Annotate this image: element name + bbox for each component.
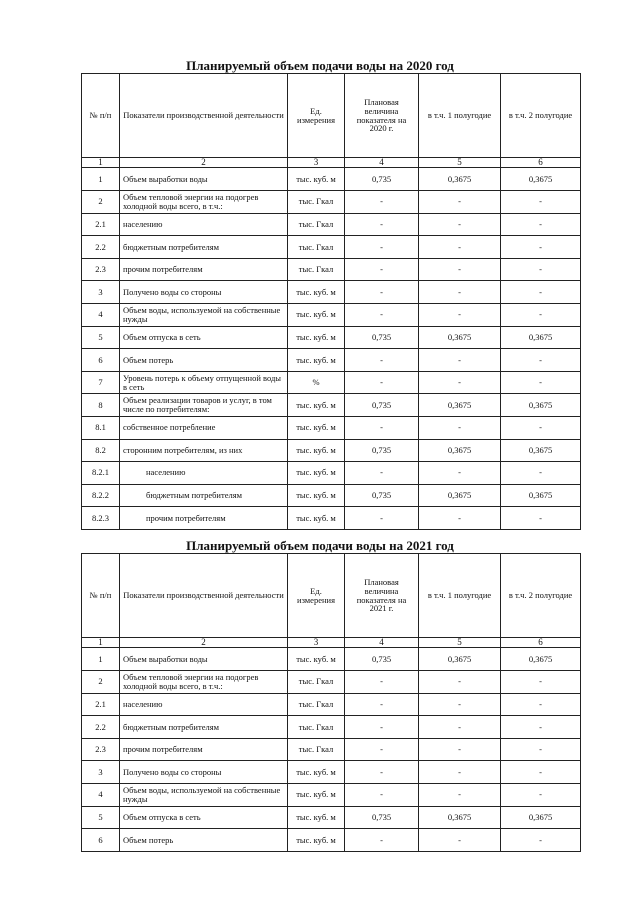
table-row [82,281,581,304]
row-plan-value: - [345,784,419,807]
header-cell: Показатели производственной деятельности [120,74,288,158]
row-h1-value: - [419,507,501,530]
row-unit: тыс. куб. м [288,761,345,784]
header-cell: в т.ч. 2 полугодие [501,74,581,158]
row-h1-value: - [419,213,501,236]
column-number: 4 [345,638,419,648]
row-number: 2.3 [82,258,120,281]
row-plan-value: 0,735 [345,394,419,417]
row-h1-value: - [419,738,501,761]
row-unit: тыс. куб. м [288,507,345,530]
table-row [82,716,581,739]
header-cell: № п/п [82,554,120,638]
table-row [82,168,581,191]
row-number: 2 [82,191,120,214]
row-h2-value: - [501,671,581,694]
row-plan-value: - [345,416,419,439]
row-h1-value: 0,3675 [419,806,501,829]
table-row [82,439,581,462]
row-h1-value: 0,3675 [419,439,501,462]
row-number: 3 [82,281,120,304]
row-indicator: Объем воды, используемой на собственные нужды [120,304,288,327]
table-header-row [82,554,581,638]
table-header-row [82,74,581,158]
row-number: 7 [82,371,120,394]
row-indicator: Объем тепловой энергии на подогрев холодной воды всего, в т.ч.: [120,671,288,694]
row-plan-value: 0,735 [345,168,419,191]
row-unit: тыс. куб. м [288,304,345,327]
row-h1-value: - [419,304,501,327]
row-unit: тыс. куб. м [288,484,345,507]
row-indicator: Объем потерь [120,349,288,372]
row-indicator: населению [120,693,288,716]
row-plan-value: - [345,349,419,372]
row-unit: % [288,371,345,394]
row-unit: тыс. куб. м [288,648,345,671]
row-h1-value: 0,3675 [419,484,501,507]
row-unit: тыс. Гкал [288,716,345,739]
row-indicator: Объем отпуска в сеть [120,326,288,349]
row-number: 3 [82,761,120,784]
row-h1-value: 0,3675 [419,326,501,349]
row-h1-value: - [419,258,501,281]
table-row [82,236,581,259]
row-plan-value: - [345,671,419,694]
row-unit: тыс. куб. м [288,168,345,191]
table-row [82,258,581,281]
row-h2-value: - [501,304,581,327]
row-h2-value: 0,3675 [501,648,581,671]
row-number: 8.2.2 [82,484,120,507]
table-row [82,738,581,761]
row-indicator: населению [120,462,288,485]
row-h1-value: - [419,191,501,214]
table-row [82,648,581,671]
row-indicator: сторонним потребителям, из них [120,439,288,462]
row-indicator: бюджетным потребителям [120,484,288,507]
table-row [82,326,581,349]
row-h1-value: - [419,716,501,739]
row-unit: тыс. Гкал [288,258,345,281]
table-2021 [81,553,581,852]
row-number: 1 [82,168,120,191]
row-number: 8.2 [82,439,120,462]
row-number: 2.2 [82,236,120,259]
column-number: 1 [82,638,120,648]
header-cell: в т.ч. 1 полугодие [419,74,501,158]
row-indicator: прочим потребителям [120,507,288,530]
row-h2-value: - [501,213,581,236]
row-h2-value: - [501,281,581,304]
row-h1-value: 0,3675 [419,394,501,417]
row-plan-value: 0,735 [345,484,419,507]
row-unit: тыс. куб. м [288,326,345,349]
row-h2-value: - [501,784,581,807]
row-indicator: прочим потребителям [120,738,288,761]
row-indicator: бюджетным потребителям [120,716,288,739]
row-h2-value: - [501,191,581,214]
table-row [82,693,581,716]
table-row [82,806,581,829]
table-row [82,761,581,784]
row-number: 2.2 [82,716,120,739]
column-number: 5 [419,638,501,648]
row-unit: тыс. Гкал [288,693,345,716]
row-indicator: Объем реализации товаров и услуг, в том числе по потребителям: [120,394,288,417]
row-h2-value: - [501,761,581,784]
table-row [82,349,581,372]
row-h2-value: 0,3675 [501,168,581,191]
row-unit: тыс. куб. м [288,806,345,829]
row-h1-value: 0,3675 [419,168,501,191]
table-row [82,507,581,530]
column-number: 1 [82,158,120,168]
table-row [82,304,581,327]
table-row [82,462,581,485]
row-plan-value: - [345,236,419,259]
header-cell: Показатели производственной деятельности [120,554,288,638]
row-unit: тыс. Гкал [288,191,345,214]
row-h2-value: 0,3675 [501,439,581,462]
row-number: 2.3 [82,738,120,761]
row-number: 6 [82,349,120,372]
column-number: 2 [120,158,288,168]
row-indicator: Объем выработки воды [120,648,288,671]
row-plan-value: 0,735 [345,326,419,349]
row-indicator: собственное потребление [120,416,288,439]
row-unit: тыс. куб. м [288,281,345,304]
row-h2-value: 0,3675 [501,326,581,349]
row-plan-value: - [345,507,419,530]
table-row [82,829,581,852]
row-h2-value: - [501,258,581,281]
row-plan-value: - [345,191,419,214]
row-unit: тыс. куб. м [288,349,345,372]
row-plan-value: - [345,304,419,327]
table-row [82,484,581,507]
row-unit: тыс. куб. м [288,462,345,485]
column-number-row [82,638,581,648]
row-number: 2.1 [82,213,120,236]
row-indicator: бюджетным потребителям [120,236,288,259]
row-h2-value: - [501,462,581,485]
row-number: 6 [82,829,120,852]
row-h2-value: - [501,738,581,761]
row-indicator: Объем потерь [120,829,288,852]
row-plan-value: 0,735 [345,439,419,462]
table-row [82,213,581,236]
row-h2-value: 0,3675 [501,484,581,507]
column-number: 6 [501,158,581,168]
row-h1-value: - [419,236,501,259]
row-plan-value: - [345,213,419,236]
header-cell: № п/п [82,74,120,158]
row-h1-value: - [419,784,501,807]
row-h2-value: 0,3675 [501,806,581,829]
row-plan-value: - [345,761,419,784]
row-h2-value: - [501,349,581,372]
column-number: 4 [345,158,419,168]
row-number: 8.2.3 [82,507,120,530]
row-indicator: Получено воды со стороны [120,281,288,304]
row-unit: тыс. Гкал [288,236,345,259]
row-h2-value: - [501,507,581,530]
row-unit: тыс. куб. м [288,829,345,852]
row-number: 5 [82,806,120,829]
row-plan-value: - [345,258,419,281]
row-h1-value: - [419,281,501,304]
header-cell: Ед. измерения [288,74,345,158]
column-number-row [82,158,581,168]
column-number: 3 [288,638,345,648]
row-unit: тыс. Гкал [288,738,345,761]
row-number: 1 [82,648,120,671]
table-row [82,371,581,394]
row-plan-value: - [345,371,419,394]
row-indicator: Объем воды, используемой на собственные нужды [120,784,288,807]
row-plan-value: 0,735 [345,806,419,829]
row-h1-value: - [419,349,501,372]
table-row [82,416,581,439]
row-h1-value: - [419,462,501,485]
row-indicator: Получено воды со стороны [120,761,288,784]
row-number: 2.1 [82,693,120,716]
row-unit: тыс. куб. м [288,784,345,807]
row-h1-value: - [419,829,501,852]
table-row [82,784,581,807]
header-cell: Ед. измерения [288,554,345,638]
row-h2-value: - [501,236,581,259]
row-indicator: Уровень потерь к объему отпущенной воды в сеть [120,371,288,394]
row-number: 8 [82,394,120,417]
header-cell: в т.ч. 1 полугодие [419,554,501,638]
row-h1-value: - [419,416,501,439]
row-h2-value: 0,3675 [501,394,581,417]
row-plan-value: - [345,716,419,739]
column-number: 3 [288,158,345,168]
header-cell: в т.ч. 2 полугодие [501,554,581,638]
row-unit: тыс. Гкал [288,213,345,236]
row-indicator: Объем отпуска в сеть [120,806,288,829]
row-number: 4 [82,304,120,327]
table-2021-title: Планируемый объем подачи воды на 2021 год [186,538,454,553]
row-unit: тыс. куб. м [288,439,345,462]
row-plan-value: - [345,462,419,485]
row-number: 5 [82,326,120,349]
table-row [82,671,581,694]
row-h1-value: - [419,693,501,716]
row-h1-value: - [419,761,501,784]
row-h1-value: - [419,671,501,694]
row-unit: тыс. Гкал [288,671,345,694]
row-h2-value: - [501,416,581,439]
row-h1-value: - [419,371,501,394]
row-plan-value: - [345,281,419,304]
row-indicator: Объем выработки воды [120,168,288,191]
row-unit: тыс. куб. м [288,416,345,439]
row-plan-value: - [345,693,419,716]
row-plan-value: - [345,738,419,761]
row-h1-value: 0,3675 [419,648,501,671]
table-row [82,191,581,214]
column-number: 5 [419,158,501,168]
row-indicator: Объем тепловой энергии на подогрев холодной воды всего, в т.ч.: [120,191,288,214]
row-h2-value: - [501,371,581,394]
row-indicator: населению [120,213,288,236]
row-h2-value: - [501,829,581,852]
header-cell: Плановая величина показателя на 2020 г. [345,74,419,158]
row-plan-value: - [345,829,419,852]
header-cell: Плановая величина показателя на 2021 г. [345,554,419,638]
row-number: 8.1 [82,416,120,439]
row-indicator: прочим потребителям [120,258,288,281]
row-number: 2 [82,671,120,694]
row-plan-value: 0,735 [345,648,419,671]
column-number: 2 [120,638,288,648]
row-h2-value: - [501,716,581,739]
row-unit: тыс. куб. м [288,394,345,417]
table-2020-title: Планируемый объем подачи воды на 2020 год [186,58,454,73]
table-row [82,394,581,417]
table-2020 [81,73,581,530]
column-number: 6 [501,638,581,648]
row-h2-value: - [501,693,581,716]
row-number: 4 [82,784,120,807]
row-number: 8.2.1 [82,462,120,485]
